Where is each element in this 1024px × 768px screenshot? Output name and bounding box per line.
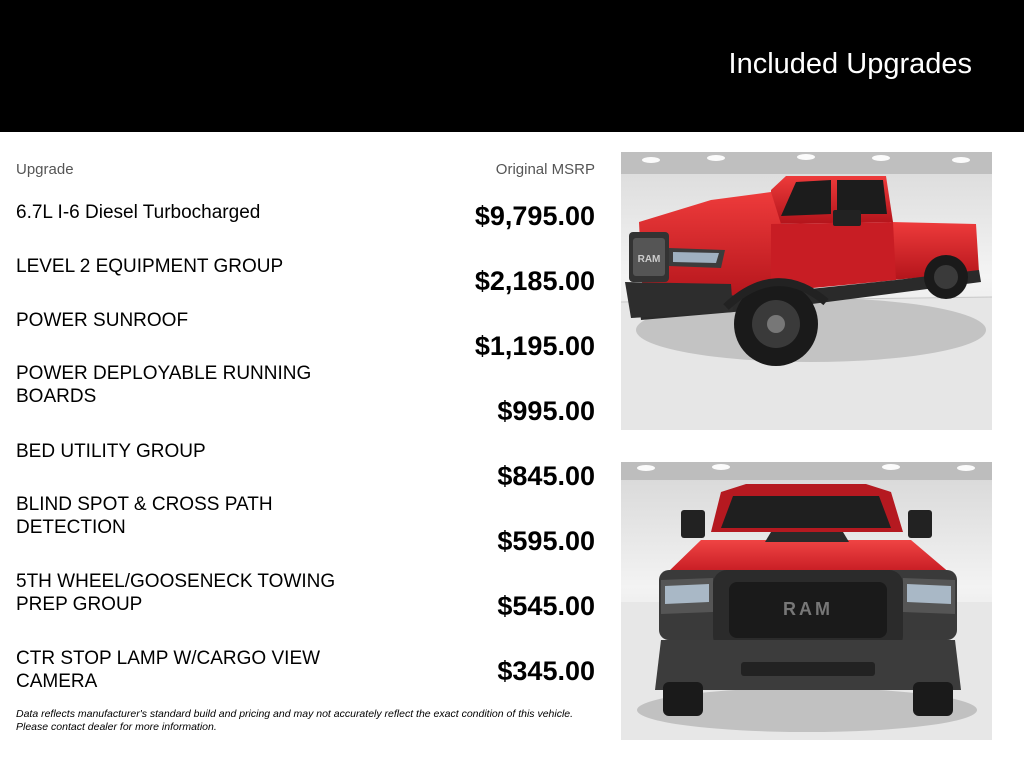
upgrade-price: $2,185.00 [474,266,595,296]
upgrade-price: $1,195.00 [474,331,595,361]
upgrade-name: BLIND SPOT & CROSS PATH DETECTION [16,494,273,538]
header-bar [0,0,1024,132]
upgrade-name: LEVEL 2 EQUIPMENT GROUP [16,256,284,277]
column-header-msrp: Original MSRP [495,161,595,178]
upgrade-price: $345.00 [497,656,595,686]
upgrade-name: 5TH WHEEL/GOOSENECK TOWING PREP GROUP [16,571,336,615]
upgrade-price: $845.00 [497,461,595,491]
page-title: Included Upgrades [728,48,972,80]
upgrade-name: POWER DEPLOYABLE RUNNING BOARDS [16,363,312,407]
truck-front-photo [621,462,992,740]
upgrade-price: $9,795.00 [474,201,595,231]
upgrade-name: POWER SUNROOF [16,310,189,331]
upgrade-name: 6.7L I-6 Diesel Turbocharged [16,202,261,223]
upgrade-price: $595.00 [497,526,595,556]
upgrade-name: BED UTILITY GROUP [16,441,206,462]
upgrade-price: $995.00 [497,396,595,426]
truck-side-photo [621,152,992,430]
grille-logo-text: RAM [637,254,661,265]
column-header-upgrade: Upgrade [16,161,74,178]
grille-logo-text: RAM [783,599,833,619]
upgrade-name: CTR STOP LAMP W/CARGO VIEW CAMERA [16,648,321,692]
upgrade-price: $545.00 [497,591,595,621]
disclaimer-text: Data reflects manufacturer's standard build and pricing and may not accurately reflect the exact condition of this vehicle. Please contact dealer for more information. [16,708,574,733]
